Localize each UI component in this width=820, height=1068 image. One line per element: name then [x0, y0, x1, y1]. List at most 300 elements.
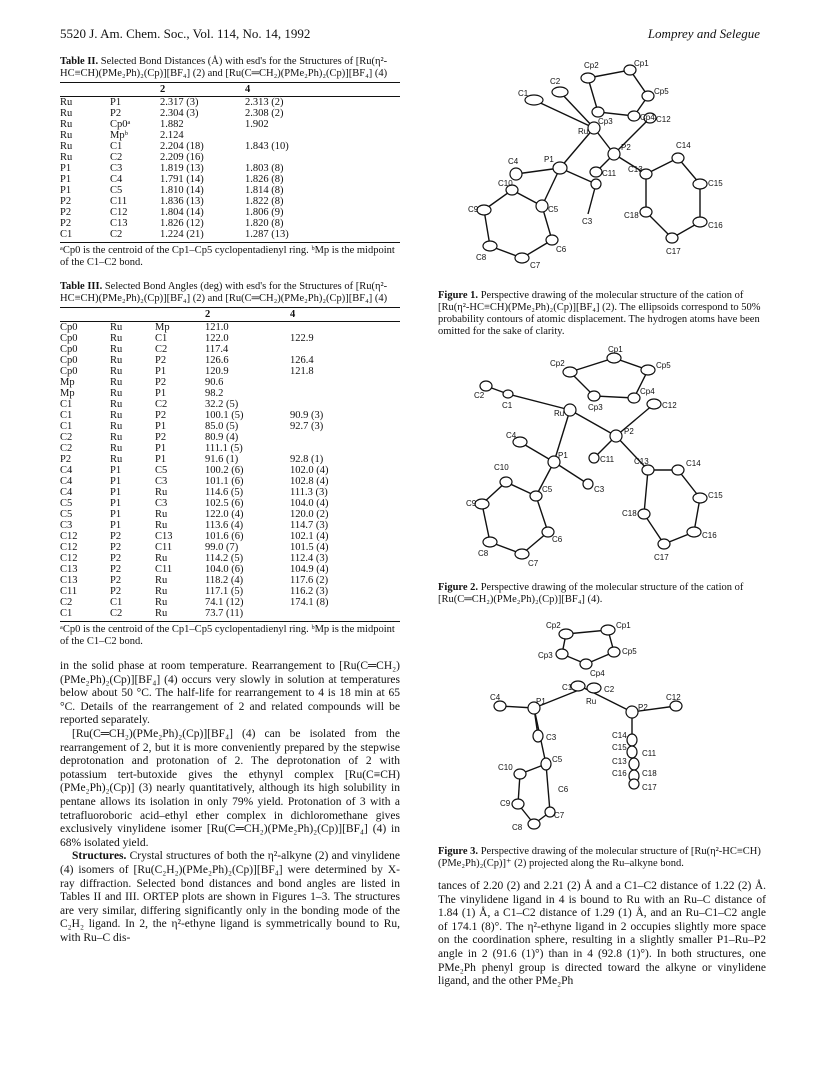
table-2-row	[60, 196, 400, 207]
table-3-cell: P1	[110, 520, 122, 531]
table-2-row	[60, 141, 400, 152]
table-3-cell: 101.1 (6)	[205, 476, 244, 487]
table-3-row	[60, 454, 400, 465]
table-3-cell: 74.1 (12)	[205, 597, 244, 608]
table-3-cell: Ru	[110, 443, 123, 454]
fig2-label-c3: C3	[594, 485, 605, 494]
structures-heading: Structures.	[72, 850, 127, 863]
table-3-row	[60, 542, 400, 553]
table-3-cell: C1	[110, 597, 123, 608]
table-3-cell: 111.3 (3)	[290, 487, 328, 498]
table-2-title	[60, 56, 400, 80]
left-column	[60, 56, 400, 945]
table-3-cell: 102.0 (4)	[290, 465, 329, 476]
table-3-cell: Mp	[155, 322, 170, 333]
table-3-cell: C12	[60, 553, 78, 564]
table-3-cell: 98.2	[205, 388, 224, 399]
table-3-cell: 117.6 (2)	[290, 575, 329, 586]
table-2-cell: P2	[60, 207, 72, 218]
figure-2-ortep-drawing	[438, 346, 766, 578]
fig2-label-c4: C4	[506, 431, 517, 440]
fig3-label-c13: C13	[612, 757, 627, 766]
body-paragraph-2: [Ru(C═CH₂)(PMe₂Ph)₂(Cp)][BF₄] (4) can be isolated from the rearrangement of 2, but it is more conveniently prepared by the stepwise deprotonation and protonation of 2. The deprotonation of 2 with potassium tert-butoxide gives the ethynyl complex [Ru(C≡CH)(PMe₂Ph)₂(Cp)] (3) nearly quantitatively, although its high solubility in pentane allows its isolation in only 79% yield. Protonation of 3 with a tetrafluoroboric acid–ethyl ether complex in dichloromethane gives exclusively vinylidene isomer [Ru(C═CH₂)(PMe₂Ph)₂(Cp)][BF₄] (4) in 68% isolated yield.	[60, 727, 400, 849]
table-3-cell	[290, 377, 400, 388]
table-3-row	[60, 597, 400, 608]
table-3-row	[60, 366, 400, 377]
table-3-cell: Ru	[110, 410, 123, 421]
table-2-row	[60, 130, 400, 141]
table-3-cell: 121.0	[205, 322, 229, 333]
table-3-cell: P1	[155, 366, 167, 377]
fig2-label-c2: C2	[474, 391, 485, 400]
table-3-cell: 90.9 (3)	[290, 410, 324, 421]
figure-3-label: Figure 3.	[438, 846, 479, 857]
fig3-label-p1: P1	[536, 697, 546, 706]
table-3-row	[60, 608, 400, 622]
table-3-col-compound-2: 2	[205, 308, 290, 322]
table-3-row	[60, 410, 400, 421]
table-2-col-compound-2: 2	[160, 83, 245, 97]
fig1-label-cp4: Cp4	[640, 113, 655, 122]
table-3-cell: Ru	[110, 322, 123, 333]
table-3-cell: Ru	[110, 333, 123, 344]
table-3-cell: 121.8	[290, 366, 314, 377]
fig2-label-c7: C7	[528, 559, 539, 568]
table-2-row	[60, 163, 400, 174]
table-3-cell: 117.1 (5)	[205, 586, 244, 597]
table-3-cell: 104.9 (4)	[290, 564, 329, 575]
fig3-label-c8: C8	[512, 823, 523, 832]
table-3-cell: C5	[60, 509, 73, 520]
fig3-label-cp5: Cp5	[622, 647, 637, 656]
table-2-cell: 1.820 (8)	[245, 218, 284, 229]
structures-text: Crystal structures of both the η²-alkyne (2) and vinylidene (4) isomers of [Ru(C₂H₂)(PMe₂Ph)₂(Cp)][BF₄] were determined by X-ray diffraction. Selected bond distances and bond angles are listed in Tables II and III. ORTEP plots are shown in Figures 1–3. The structures are very similar, differing significantly only in the bonding mode of the C₂H₂ ligand. In 2, the η²-ethyne ligand is symmetrically bound to Ru, with Ru–C dis-	[60, 850, 400, 944]
table-3-row	[60, 575, 400, 586]
table-3-body	[60, 322, 400, 622]
table-2-cell: C3	[110, 163, 123, 174]
fig2-label-c12: C12	[662, 401, 677, 410]
table-3-cell: 117.4	[205, 344, 229, 355]
figure-3-ortep-drawing	[438, 614, 766, 842]
table-3-cell	[290, 344, 400, 355]
table-3-cell: 120.0 (2)	[290, 509, 329, 520]
table-3-cell: Ru	[110, 377, 123, 388]
fig3-label-c4: C4	[490, 693, 501, 702]
table-3-cell: C2	[155, 344, 168, 355]
figure-3-caption-text: Perspective drawing of the molecular structure of [Ru(η²-HC≡CH)(PMe₂Ph)₂(Cp)]⁺ (2) projected along the Ru–alkyne bond.	[438, 846, 761, 869]
table-3-row	[60, 399, 400, 410]
table-3-cell: 85.0 (5)	[205, 421, 239, 432]
table-2-col-atom2	[110, 83, 160, 97]
table-3-cell: P1	[110, 509, 122, 520]
fig1-label-c5: C5	[548, 205, 559, 214]
table-3-cell: C2	[60, 443, 73, 454]
fig1-label-c3: C3	[582, 217, 593, 226]
body-paragraph-4: tances of 2.20 (2) and 2.21 (2) Å and a C1–C2 distance of 1.22 (2) Å. The vinylidene ligand in 4 is bound to Ru with an Ru–C distance of 1.84 (1) Å, a C1–C2 distance of 1.29 (1) Å, and an Ru–C1–C2 angle of 174.1 (8)°. The η²-ethyne ligand in 2 occupies slightly more space on the coordination sphere, resulting in a slightly smaller P1–Ru–P2 angle in 2 (91.6 (1)°) than in 4 (92.8 (1)°). In both structures, one PMe₂Ph phenyl group is directed toward the alkyne or vinylidene ligand, and the other PMe₂Ph	[438, 880, 766, 988]
table-3-cell: C13	[60, 575, 78, 586]
table-3-cell: Ru	[110, 388, 123, 399]
table-2-cell: 1.822 (8)	[245, 196, 284, 207]
fig1-label-c12: C12	[656, 115, 671, 124]
table-2-row	[60, 185, 400, 196]
fig3-label-c9: C9	[500, 799, 511, 808]
table-3-cell: P2	[110, 553, 122, 564]
table-3-cell: 32.2 (5)	[205, 399, 239, 410]
table-3-cell: 112.4 (3)	[290, 553, 329, 564]
table-3-cell: 99.0 (7)	[205, 542, 239, 553]
table-3-cell: Mp	[60, 377, 75, 388]
table-3-cell	[290, 322, 400, 334]
table-3-cell: 104.0 (4)	[290, 498, 329, 509]
table-3-cell: P2	[60, 454, 72, 465]
fig2-label-c5: C5	[542, 485, 553, 494]
table-2-cell: 1.806 (9)	[245, 207, 284, 218]
table-2-title-text: Selected Bond Distances (Å) with esd's for the Structures of [Ru(η²-HC≡CH)(PMe₂Ph)₂(Cp)][BF₄] (2) and [Ru(C═CH₂)(PMe₂Ph)₂(Cp)][BF₄] (4)	[60, 56, 388, 79]
table-2-row	[60, 108, 400, 119]
table-2-cell: 1.791 (14)	[160, 174, 204, 185]
fig1-label-c13: C13	[628, 165, 643, 174]
fig3-label-c10: C10	[498, 763, 513, 772]
table-3-row	[60, 586, 400, 597]
table-3-cell: C2	[60, 597, 73, 608]
table-3-cell: P1	[155, 388, 167, 399]
table-2-cell: Ru	[60, 130, 73, 141]
table-3-cell: 174.1 (8)	[290, 597, 329, 608]
table-2-cell: P1	[110, 97, 122, 108]
table-3-cell: Ru	[110, 432, 123, 443]
table-2	[60, 82, 400, 243]
table-3-col-atom2	[110, 308, 155, 322]
table-3-row	[60, 509, 400, 520]
table-3-cell: 114.6 (5)	[205, 487, 244, 498]
fig2-label-cp5: Cp5	[656, 361, 671, 370]
table-3-cell: 126.6	[205, 355, 229, 366]
table-2-cell: 2.209 (16)	[160, 152, 204, 163]
fig2-label-c11: C11	[600, 455, 615, 464]
table-3-cell: 114.7 (3)	[290, 520, 329, 531]
table-2-cell: Cp0ᵃ	[110, 119, 131, 130]
fig1-label-p2: P2	[621, 143, 631, 152]
table-3-cell: 90.6	[205, 377, 224, 388]
table-3-cell: 100.1 (5)	[205, 410, 244, 421]
table-3-cell: 122.0	[205, 333, 229, 344]
fig1-label-c17: C17	[666, 247, 681, 256]
table-3-cell: P2	[110, 531, 122, 542]
journal-citation: 5520 J. Am. Chem. Soc., Vol. 114, No. 14, 1992	[60, 26, 311, 41]
fig2-label-p2: P2	[624, 427, 634, 436]
table-3-cell: Ru	[110, 454, 123, 465]
running-header	[60, 26, 760, 44]
fig2-label-cp4: Cp4	[640, 387, 655, 396]
table-3-cell: C3	[155, 476, 168, 487]
table-3-cell: Ru	[155, 575, 168, 586]
table-2-cell: 1.836 (13)	[160, 196, 204, 207]
table-3-col-atom1	[60, 308, 110, 322]
fig2-label-c16: C16	[702, 531, 717, 540]
table-2-cell: 2.124	[160, 130, 184, 141]
table-3-cell: Ru	[155, 487, 168, 498]
fig3-label-c1: C1	[562, 683, 573, 692]
table-2-cell: 1.224 (21)	[160, 229, 245, 243]
table-3-title-text: Selected Bond Angles (deg) with esd's for the Structures of [Ru(η²-HC≡CH)(PMe₂Ph)₂(Cp)][BF₄] (2) and [Ru(C═CH₂)(PMe₂Ph)₂(Cp)][BF₄] (4)	[60, 281, 388, 304]
fig3-label-c17: C17	[642, 783, 657, 792]
table-2-row	[60, 218, 400, 229]
table-3-header	[60, 308, 400, 322]
fig2-label-c10: C10	[494, 463, 509, 472]
fig2-label-c15: C15	[708, 491, 723, 500]
table-3-cell: C12	[60, 531, 78, 542]
table-3-row	[60, 531, 400, 542]
table-3-cell: Cp0	[60, 344, 78, 355]
table-3-cell: C1	[60, 421, 73, 432]
table-3-col-atom3	[155, 308, 205, 322]
table-3-cell: P2	[155, 432, 167, 443]
table-3-cell: P2	[155, 377, 167, 388]
table-3-cell	[290, 432, 400, 443]
table-3-row	[60, 432, 400, 443]
article-authors: Lomprey and Selegue	[647, 26, 760, 41]
table-2-cell: P1	[60, 185, 72, 196]
table-2-cell: C1	[60, 229, 110, 243]
table-3-cell: Ru	[110, 344, 123, 355]
table-2-cell: P2	[60, 196, 72, 207]
table-3-row	[60, 465, 400, 476]
table-2-cell: Ru	[60, 152, 73, 163]
fig2-label-c8: C8	[478, 549, 489, 558]
table-3-col-compound-4: 4	[290, 308, 400, 322]
table-3-cell: 73.7 (11)	[205, 608, 290, 622]
fig1-label-ru: Ru	[578, 127, 589, 136]
fig1-label-c1: C1	[518, 89, 529, 98]
fig1-label-c11: C11	[602, 169, 617, 178]
fig2-label-c17: C17	[654, 553, 669, 562]
fig3-label-c7: C7	[554, 811, 565, 820]
table-3-cell: C13	[60, 564, 78, 575]
fig2-label-c9: C9	[466, 499, 477, 508]
table-3-cell: 120.9	[205, 366, 229, 377]
table-3	[60, 307, 400, 622]
figure-1-ortep-drawing	[438, 56, 766, 286]
table-3-cell: P2	[110, 564, 122, 575]
table-2-cell: 2.317 (3)	[160, 97, 199, 108]
fig3-label-c6: C6	[558, 785, 569, 794]
table-2-cell: 1.882	[160, 119, 184, 130]
table-2-cell: 1.814 (8)	[245, 185, 284, 196]
table-2-cell: C12	[110, 207, 128, 218]
table-2-cell: 1.804 (14)	[160, 207, 204, 218]
fig3-label-p2: P2	[638, 703, 648, 712]
fig1-label-c18: C18	[624, 211, 639, 220]
table-3-cell: Ru	[110, 421, 123, 432]
table-3-cell: P2	[155, 410, 167, 421]
table-3-cell: C1	[60, 410, 73, 421]
fig1-label-c14: C14	[676, 141, 691, 150]
table-3-cell	[290, 399, 400, 410]
table-2-cell: 2.304 (3)	[160, 108, 199, 119]
fig2-label-cp1: Cp1	[608, 346, 623, 354]
table-3-cell: C1	[60, 608, 110, 622]
table-2-body	[60, 97, 400, 243]
table-3-row	[60, 421, 400, 432]
table-3-cell	[290, 608, 400, 622]
table-3-cell: P2	[110, 542, 122, 553]
fig1-label-c6: C6	[556, 245, 567, 254]
fig2-label-ru: Ru	[554, 409, 565, 418]
table-3-cell: C4	[60, 476, 73, 487]
table-2-cell: 1.287 (13)	[245, 229, 400, 243]
table-3-cell: 102.1 (4)	[290, 531, 329, 542]
fig2-label-c1: C1	[502, 401, 513, 410]
table-3-cell: C3	[155, 498, 168, 509]
table-3-cell: C5	[60, 498, 73, 509]
table-2-col-compound-4: 4	[245, 83, 400, 97]
fig1-label-c8: C8	[476, 253, 487, 262]
body-paragraph-3	[60, 850, 400, 945]
table-3-row	[60, 520, 400, 531]
fig3-label-c11: C11	[642, 749, 657, 758]
table-2-cell: Ru	[60, 108, 73, 119]
table-3-cell: P1	[110, 487, 122, 498]
figure-1	[438, 56, 766, 338]
table-3-cell: Ru	[155, 509, 168, 520]
fig1-label-c7: C7	[530, 261, 541, 270]
table-3-row	[60, 443, 400, 454]
table-2-row	[60, 152, 400, 163]
fig1-label-c15: C15	[708, 179, 723, 188]
table-2-cell: 1.843 (10)	[245, 141, 289, 152]
figure-1-caption-text: Perspective drawing of the molecular structure of the cation of [Ru(η²-HC≡CH)(PMe₂Ph)₂(Cp)][BF₄] (2). The ellipsoids correspond to 50% probability contours of atomic displacement. The hydrogen atoms have been omitted for the sake of clarity.	[438, 290, 761, 337]
table-2-row	[60, 97, 400, 109]
table-3-cell: C1	[60, 399, 73, 410]
fig3-label-cp3: Cp3	[538, 651, 553, 660]
table-2-cell: Ru	[60, 97, 73, 108]
fig3-label-c2: C2	[604, 685, 615, 694]
fig1-label-c2: C2	[550, 77, 561, 86]
fig2-label-c14: C14	[686, 459, 701, 468]
table-3-cell	[290, 443, 400, 454]
fig2-label-cp2: Cp2	[550, 359, 565, 368]
table-3-cell: Ru	[110, 355, 123, 366]
fig2-label-c13: C13	[634, 457, 649, 466]
table-3-cell: P1	[155, 454, 167, 465]
fig1-label-c4: C4	[508, 157, 519, 166]
table-2-cell: 2.313 (2)	[245, 97, 284, 108]
table-3-cell: P2	[110, 586, 122, 597]
body-paragraph-1: in the solid phase at room temperature. Rearrangement to [Ru(C═CH₂)(PMe₂Ph)₂(Cp)][BF₄] (4) occurs very slowly in solution at temperatures below about 50 °C. The half-life for rearrangement to 4 is 18 min at 65 °C. Details of the rearrangement of 2 and related compounds will be reported separately.	[60, 660, 400, 727]
table-3-cell: 122.0 (4)	[205, 509, 244, 520]
table-3-cell: 101.5 (4)	[290, 542, 329, 553]
table-2-row	[60, 174, 400, 185]
table-2-cell: 1.810 (14)	[160, 185, 204, 196]
table-3-cell: Mp	[60, 388, 75, 399]
table-3-cell: 118.2 (4)	[205, 575, 244, 586]
table-3-cell: P1	[155, 443, 167, 454]
table-2-cell: Ru	[60, 141, 73, 152]
table-3-cell: Cp0	[60, 322, 78, 333]
fig1-label-p1: P1	[544, 155, 554, 164]
figure-2-caption-text: Perspective drawing of the molecular structure of the cation of [Ru(C═CH₂)(PMe₂Ph)₂(Cp)][BF₄] (4).	[438, 582, 744, 605]
table-3-cell: P1	[155, 421, 167, 432]
table-3-cell: Ru	[155, 597, 168, 608]
table-3-row	[60, 498, 400, 509]
table-2-cell: Mpᵇ	[110, 130, 128, 141]
table-2-cell: 2.308 (2)	[245, 108, 284, 119]
table-3-cell: P2	[155, 355, 167, 366]
table-3-row	[60, 553, 400, 564]
table-3-cell: Ru	[155, 553, 168, 564]
table-2-label: Table II.	[60, 56, 99, 67]
table-3-cell: 92.8 (1)	[290, 454, 324, 465]
fig1-label-c10: C10	[498, 179, 513, 188]
table-2-cell: C1	[110, 141, 123, 152]
fig3-label-c15: C15	[612, 743, 627, 752]
table-3-cell: P1	[110, 476, 122, 487]
table-2-header	[60, 83, 400, 97]
table-3-row	[60, 487, 400, 498]
table-3-cell: Ru	[155, 608, 205, 622]
table-2-cell: P1	[60, 163, 72, 174]
fig3-label-c3: C3	[546, 733, 557, 742]
table-3-cell: P1	[110, 465, 122, 476]
table-3-cell: Cp0	[60, 333, 78, 344]
figure-3	[438, 614, 766, 870]
fig1-label-cp1: Cp1	[634, 59, 649, 68]
table-3-row	[60, 388, 400, 399]
table-2-cell: P2	[60, 218, 72, 229]
fig3-label-c5: C5	[552, 755, 563, 764]
fig3-label-ru: Ru	[586, 697, 597, 706]
table-3-cell: 100.2 (6)	[205, 465, 244, 476]
table-2-cell: 1.819 (13)	[160, 163, 204, 174]
table-3-cell: C4	[60, 487, 73, 498]
table-2-cell	[245, 130, 400, 141]
figure-1-caption	[438, 290, 766, 338]
table-3-cell: 91.6 (1)	[205, 454, 239, 465]
table-2-cell	[245, 152, 400, 163]
table-2-cell: P1	[60, 174, 72, 185]
table-3-cell: Ru	[110, 399, 123, 410]
table-3-cell: C2	[155, 399, 168, 410]
table-3-row	[60, 355, 400, 366]
table-2-cell: 1.826 (8)	[245, 174, 284, 185]
fig2-label-p1: P1	[558, 451, 568, 460]
fig3-label-c12: C12	[666, 693, 681, 702]
table-3-cell: C12	[60, 542, 78, 553]
table-3-cell: C11	[60, 586, 78, 597]
table-3-cell: Ru	[110, 366, 123, 377]
table-3-cell: C4	[60, 465, 73, 476]
right-column	[438, 56, 766, 989]
table-3-cell: C3	[60, 520, 73, 531]
fig2-label-c6: C6	[552, 535, 563, 544]
table-2-cell: 1.826 (12)	[160, 218, 204, 229]
table-3-cell: C13	[155, 531, 173, 542]
table-3-cell: 126.4	[290, 355, 314, 366]
figure-2-label: Figure 2.	[438, 582, 479, 593]
table-2-cell: 2.204 (18)	[160, 141, 204, 152]
table-3-row	[60, 333, 400, 344]
figure-1-label: Figure 1.	[438, 290, 479, 301]
table-3-cell: C2	[110, 608, 155, 622]
right-body-text	[438, 880, 766, 989]
table-2-cell: C4	[110, 174, 123, 185]
table-3-row	[60, 564, 400, 575]
table-3-title	[60, 281, 400, 305]
table-2-row	[60, 119, 400, 130]
table-3-cell: 114.2 (5)	[205, 553, 244, 564]
table-3-cell: 122.9	[290, 333, 314, 344]
table-2-row	[60, 229, 400, 243]
